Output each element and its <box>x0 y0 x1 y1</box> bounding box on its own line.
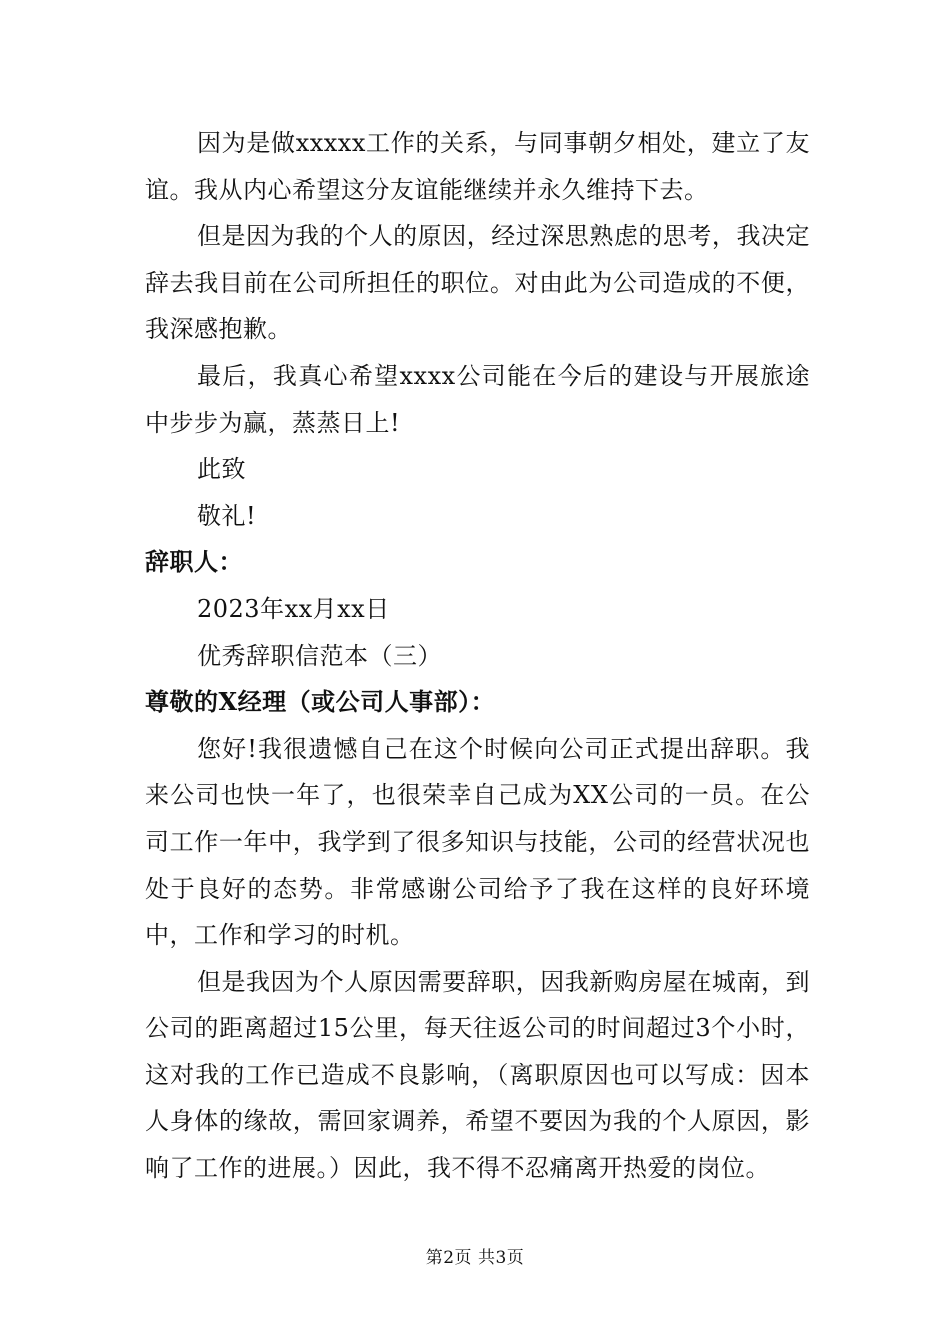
paragraph-best-wishes: 最后，我真心希望xxxx公司能在今后的建设与开展旅途中步步为赢，蒸蒸日上! <box>145 361 810 437</box>
closing-line-2: 敬礼! <box>197 501 257 530</box>
signer-label: 辞职人： <box>145 547 243 577</box>
closing-line-1: 此致 <box>197 455 246 484</box>
paragraph-greeting: 您好!我很遗憾自己在这个时候向公司正式提出辞职。我来公司也快一年了，也很荣幸自己成为XX公司的一员。在公司工作一年中，我学到了很多知识与技能，公司的经营状况也处于良好的态势。非常感谢公司给予了我在这样的良好环境中，工作和学习的时机。 <box>145 734 810 950</box>
paragraph-commute-reason: 但是我因为个人原因需要辞职，因我新购房屋在城南，到公司的距离超过15公里，每天往返公司的时间超过3个小时，这对我的工作已造成不良影响，（离职原因也可以写成：因本人身体的缘故，需回家调养，希望不要因为我的个人原因，影响了工作的进展。）因此，我不得不忍痛离开热爱的岗位。 <box>145 967 810 1183</box>
paragraph-resignation-reason: 但是因为我的个人的原因，经过深思熟虑的思考，我决定辞去我目前在公司所担任的职位。对由此为公司造成的不便，我深感抱歉。 <box>145 222 810 344</box>
salutation: 尊敬的X经理（或公司人事部）： <box>145 687 496 717</box>
section-title: 优秀辞职信范本（三） <box>197 641 442 670</box>
page-footer: 第2页 共3页 <box>425 1248 525 1268</box>
paragraph-friendship: 因为是做xxxxx工作的关系，与同事朝夕相处，建立了友谊。我从内心希望这分友谊能继续并永久维持下去。 <box>145 129 810 204</box>
document-body <box>145 120 810 1192</box>
letter-date: 2023年xx月xx日 <box>197 594 390 623</box>
